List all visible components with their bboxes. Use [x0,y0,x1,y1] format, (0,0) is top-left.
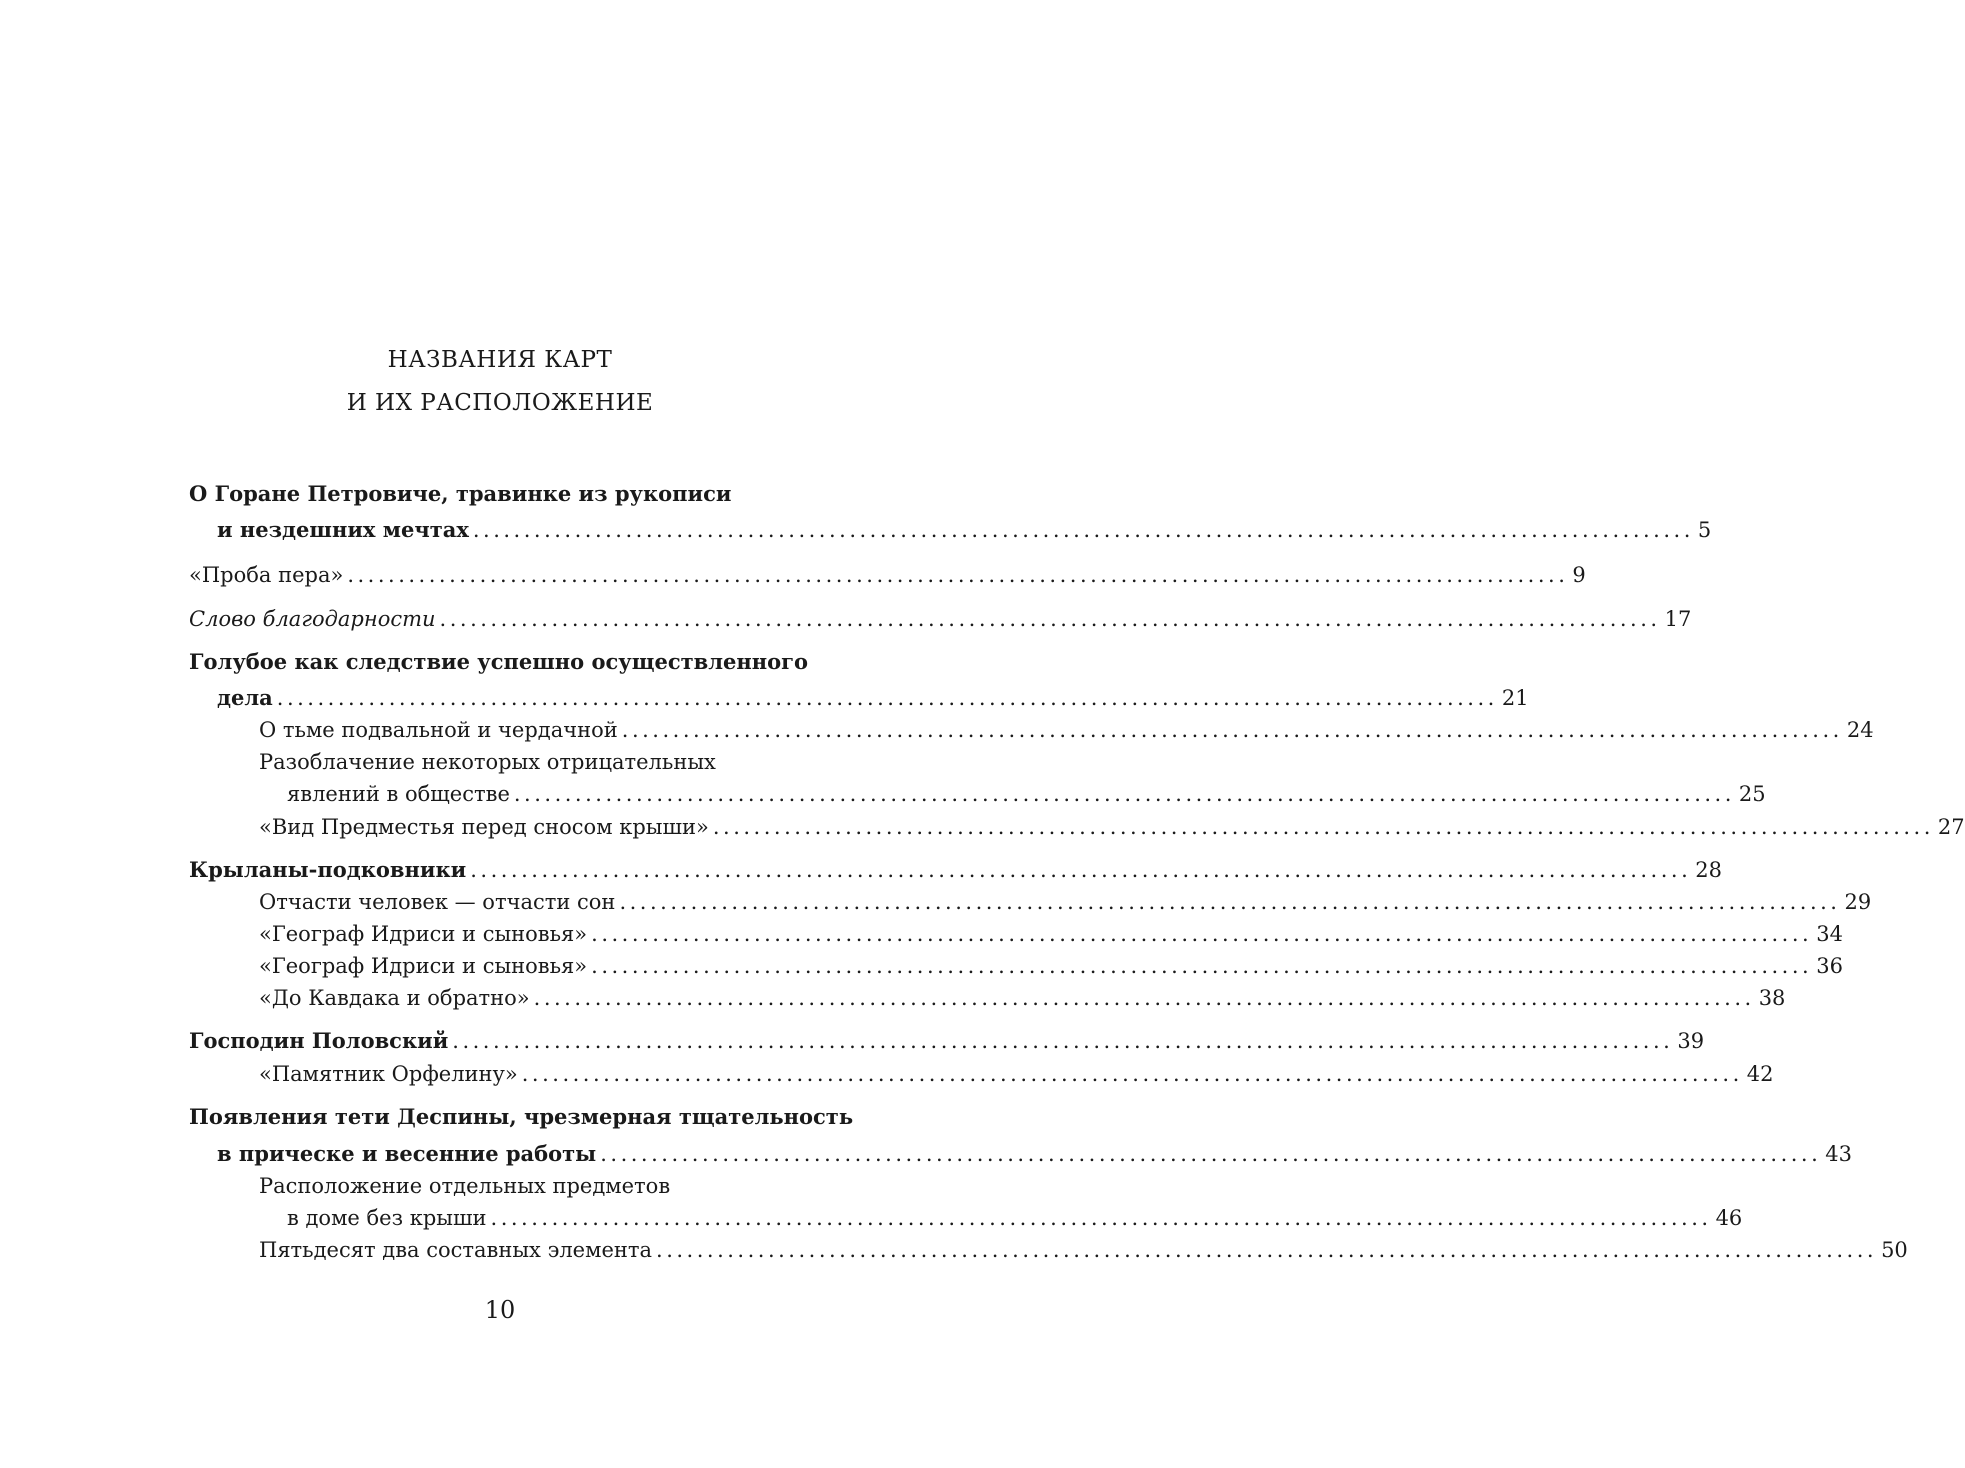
leader-dots: ........................................................................................................................ [656,1238,1878,1262]
leader-dots: ........................................................................................................................ [600,1142,1822,1166]
toc-page-number: 25 [1738,782,1766,806]
page-number: 10 [484,1296,516,1324]
toc-entry-raspolozhenie-line1: Расположение отдельных предметов [259,1174,671,1198]
toc-page-number: 28 [1695,858,1722,882]
toc-entry-otchasti[interactable] [259,886,1872,918]
toc-entry-raspolozhenie[interactable] [287,1202,1743,1234]
toc-page-number: 42 [1746,1062,1774,1086]
toc-entry-vid-predmestya[interactable] [259,811,1965,843]
toc-entry-goluboe-line1: Голубое как следствие успешно осуществленного [189,649,808,674]
toc-entry-gorane[interactable] [217,514,1712,546]
toc-page-number: 17 [1664,607,1692,631]
leader-dots: ........................................................................................................................ [472,518,1694,542]
leader-dots: ........................................................................................................................ [490,1206,1712,1230]
leader-dots: ........................................................................................................................ [347,563,1569,587]
toc-page-number: 46 [1715,1206,1743,1230]
toc-entry-acknowledgements[interactable] [189,603,1692,635]
toc-page-number: 36 [1816,954,1843,978]
toc-page-number: 24 [1846,718,1874,742]
toc-entry-title: «Географ Идриси и сыновья» [259,922,588,946]
leader-dots: ........................................................................................................................ [712,815,1934,839]
toc-page-number: 50 [1881,1238,1908,1262]
toc-entry-title: и нездешних мечтах [217,517,469,542]
leader-dots: ........................................................................................................................ [513,782,1735,806]
toc-entry-title: дела [217,685,273,710]
toc-entry-pamyatnik[interactable] [259,1058,1774,1090]
toc-entry-geograf-2[interactable] [259,950,1843,982]
leader-dots: ........................................................................................................................ [621,718,1843,742]
leader-dots: ........................................................................................................................ [591,954,1813,978]
toc-page-number: 21 [1501,686,1529,710]
toc-entry-title: в доме без крыши [287,1206,487,1230]
toc-entry-title: «Памятник Орфелину» [259,1062,518,1086]
toc-entry-do-kavdaka[interactable] [259,982,1786,1014]
toc-page-number: 5 [1697,518,1712,542]
toc-entry-title: Господин Половский [189,1028,449,1053]
toc-page-number: 43 [1825,1142,1853,1166]
leader-dots: ........................................................................................................................ [619,890,1841,914]
toc-entry-tma[interactable] [259,714,1874,746]
leader-dots: ........................................................................................................................ [439,607,1661,631]
toc-entry-title: явлений в обществе [287,782,510,806]
toc-entry-razoblachenie-line1: Разоблачение некоторых отрицательных [259,750,716,774]
leader-dots: ........................................................................................................................ [470,858,1692,882]
toc-page-number: 27 [1937,815,1965,839]
toc-entry-title: в прическе и весенние работы [217,1141,597,1166]
section-title-line-1: НАЗВАНИЯ КАРТ [387,347,613,373]
toc-page-number: 9 [1572,563,1586,587]
toc-entry-title: Пятьдесят два составных элемента [259,1238,653,1262]
toc-entry-geograf-1[interactable] [259,918,1843,950]
leader-dots: ........................................................................................................................ [533,986,1755,1010]
toc-entry-title: «Географ Идриси и сыновья» [259,954,588,978]
toc-entry-title: «Вид Предместья перед сносом крыши» [259,815,709,839]
toc-entry-goluboe[interactable] [217,682,1529,714]
leader-dots: ........................................................................................................................ [452,1029,1674,1053]
toc-page-number: 39 [1677,1029,1705,1053]
toc-entry-title: Крыланы-подковники [189,857,467,882]
toc-entry-despina-line1: Появления тети Деспины, чрезмерная тщательность [189,1104,854,1129]
leader-dots: ........................................................................................................................ [591,922,1813,946]
leader-dots: ........................................................................................................................ [521,1062,1743,1086]
section-title-line-2: И ИХ РАСПОЛОЖЕНИЕ [346,390,654,416]
toc-entry-pyatdesyat-dva[interactable] [259,1234,1908,1266]
toc-entry-razoblachenie[interactable] [287,778,1766,810]
toc-entry-title: О тьме подвальной и чердачной [259,718,618,742]
leader-dots: ........................................................................................................................ [276,686,1498,710]
toc-entry-proba-pera[interactable] [189,559,1586,591]
toc-entry-gorane-line1: О Горане Петровиче, травинке из рукописи [189,481,732,506]
toc-page-number: 38 [1758,986,1786,1010]
toc-entry-despina[interactable] [217,1138,1853,1170]
toc-entry-title: Отчасти человек — отчасти сон [259,890,616,914]
toc-page-number: 29 [1844,890,1872,914]
toc-entry-krylany[interactable] [189,854,1722,886]
toc-entry-title: «До Кавдака и обратно» [259,986,530,1010]
toc-entry-polovsky[interactable] [189,1025,1705,1057]
toc-entry-title: «Проба пера» [189,563,344,587]
toc-page-number: 34 [1816,922,1843,946]
toc-entry-title: Слово благодарности [189,607,436,631]
